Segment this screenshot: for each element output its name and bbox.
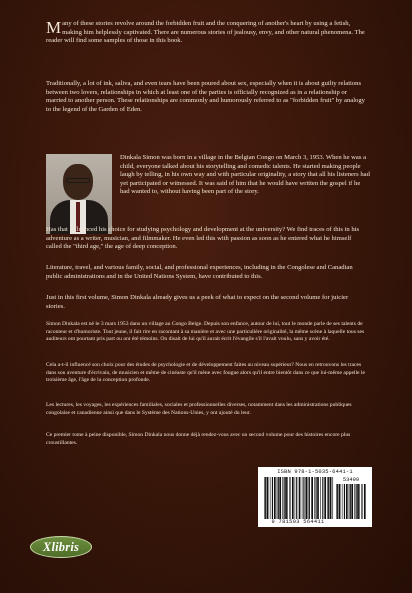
addon-number: 53499 bbox=[342, 477, 360, 483]
barcode-bar bbox=[322, 477, 323, 519]
author-photo bbox=[46, 154, 112, 234]
intro-paragraph bbox=[46, 20, 368, 46]
author-photo-glasses bbox=[66, 178, 90, 183]
barcode-bar bbox=[324, 477, 326, 519]
barcode-bar bbox=[272, 477, 273, 519]
ean-number: 9 781503 564411 bbox=[271, 519, 325, 525]
barcode-bar bbox=[265, 477, 266, 519]
barcode-bar bbox=[337, 484, 338, 519]
author-studies-paragraph: Has that influenced his choice for studying psychology and development at the university? We find traces of this in his adventure as a writer, musician, and filmmaker. He even led this with passion as soon as he entered what he himself called the "third age," the age of deep conception. bbox=[46, 226, 360, 251]
barcode-bar bbox=[267, 477, 269, 519]
barcode-bar bbox=[349, 484, 350, 519]
barcode-bar bbox=[278, 477, 279, 519]
barcode-bar bbox=[285, 477, 287, 519]
barcode-bar bbox=[359, 484, 360, 519]
barcode-bar bbox=[320, 477, 321, 519]
barcode-bar bbox=[299, 477, 301, 519]
author-experience-paragraph: Literature, travel, and various family, social, and professional experiences, including in the Congolese and Canadian public administrations and in the United Nations System, have contributed to this. bbox=[46, 264, 353, 280]
barcode-bar bbox=[305, 477, 307, 519]
barcode-bar bbox=[289, 477, 290, 519]
barcode-bar bbox=[316, 477, 317, 519]
barcode-bar bbox=[330, 477, 332, 519]
french-bio-paragraph: Simon Dinkala est né le 3 mars 1953 dans un village au Congo Belge. Depuis son enfance, autour de lui, tout le monde parle de ses talents de raconteur et d'humoriste. Tout jeune, il fait rire en racontant à sa manière et avec une particulière originalité, la même scène à laquelle tous ses auditeurs ont pourtant pris part ou ont été témoins. On disait de lui qu'il aurait écrit l'évangile s'il l'avait voulu, sans y avoir été. bbox=[46, 321, 365, 343]
xlibris-logo bbox=[30, 536, 92, 558]
barcode-bar bbox=[328, 477, 329, 519]
barcode-bar bbox=[296, 477, 297, 519]
barcode-bar bbox=[282, 477, 283, 519]
barcode-bar bbox=[303, 477, 304, 519]
barcode-bar bbox=[357, 484, 359, 519]
barcode-bar bbox=[309, 477, 310, 519]
barcode-bar bbox=[350, 484, 351, 519]
barcode-bar bbox=[292, 477, 294, 519]
barcode-bar bbox=[339, 484, 341, 519]
forbidden-fruit-paragraph: Traditionally, a lot of ink, saliva, and even tears have been poured about sex, especially when it is about guilty relations between two lovers, relationships in which at least one of the parties is officially recognized as in a relationship or married to another person. These relationships are commonly and humorously referred to as "forbidden fruit" by analogy to the legend of the Garden of Eden. bbox=[46, 80, 365, 113]
ean-bars bbox=[264, 477, 334, 519]
french-teaser-paragraph: Ce premier tome à peine disponible, Simon Dinkala nous donne déjà rendez-vous avec un second volume pour des histoires encore plus croustillantes. bbox=[46, 432, 351, 446]
barcode-bar bbox=[336, 484, 337, 519]
barcode-bar bbox=[302, 477, 303, 519]
barcode-bar bbox=[317, 477, 319, 519]
barcode-bar bbox=[287, 477, 288, 519]
barcode-bar bbox=[308, 477, 309, 519]
barcode-bar bbox=[274, 477, 276, 519]
intro-paragraph-text: any of these stories revolve around the forbidden fruit and the conquering of another's heart by using a fetish, making him helplessly captivated. There are numerous stories of jealousy, envy, and other natural phenomena. The reader will find some samples of those in this book. bbox=[46, 20, 365, 45]
barcode-bar bbox=[332, 477, 333, 519]
french-studies-paragraph: Cela a-t-il influencé son choix pour des études de psychologie et de développement faites au niveau supérieur? Nous en retrouvons les traces dans son aventure d'écrivain, de musicien et même de cinéaste qu'il mène avec fougue alors qu'il entre bientôt dans ce que lui-même appelle le troisième âge, l'âge de la conception profonde. bbox=[46, 362, 365, 384]
barcode-bar bbox=[327, 477, 328, 519]
barcode-bar bbox=[364, 484, 366, 519]
barcode-bar bbox=[277, 477, 278, 519]
barcode-bar bbox=[354, 484, 355, 519]
isbn-number: ISBN 978-1-5035-6441-1 bbox=[277, 469, 353, 475]
barcode-bar bbox=[356, 484, 357, 519]
barcode-bar bbox=[270, 477, 271, 519]
barcode-bar bbox=[351, 484, 353, 519]
addon-bars bbox=[336, 484, 366, 519]
isbn-barcode bbox=[258, 467, 372, 527]
french-experience-paragraph: Les lectures, les voyages, les expériences familiales, sociales et professionnelles diverses, notamment dans les administrations publiques congolaise et canadienne ainsi que dans le Système des Nations-Unies, y ont ajouté du leur. bbox=[46, 402, 352, 416]
barcode-bar bbox=[346, 484, 348, 519]
volume-teaser-paragraph: Just in this first volume, Simon Dinkala already gives us a peek of what to expect on the second volume for juicier stories. bbox=[46, 294, 349, 310]
drop-cap: M bbox=[46, 18, 62, 37]
barcode-bar bbox=[342, 484, 343, 519]
barcode-bar bbox=[295, 477, 296, 519]
barcode-bar bbox=[361, 484, 362, 519]
xlibris-logo-text: Xlibris bbox=[42, 540, 80, 554]
barcode-bar bbox=[311, 477, 313, 519]
barcode-bar bbox=[314, 477, 315, 519]
barcode-bar bbox=[284, 477, 285, 519]
barcode-bar bbox=[344, 484, 345, 519]
barcode-bar bbox=[264, 477, 265, 519]
barcode-bar bbox=[279, 477, 281, 519]
author-bio-paragraph: Dinkala Simon was born in a village in the Belgian Congo on March 3, 1953. When he was a child, everyone talked about his storytelling and comedic talents. He started making people laugh by telling, in his own way and with particular originality, a story that all his listeners had yet participated or witnessed. It was said of him that he would have written the gospel if he had wanted to, without having been part of the story. bbox=[120, 154, 370, 196]
